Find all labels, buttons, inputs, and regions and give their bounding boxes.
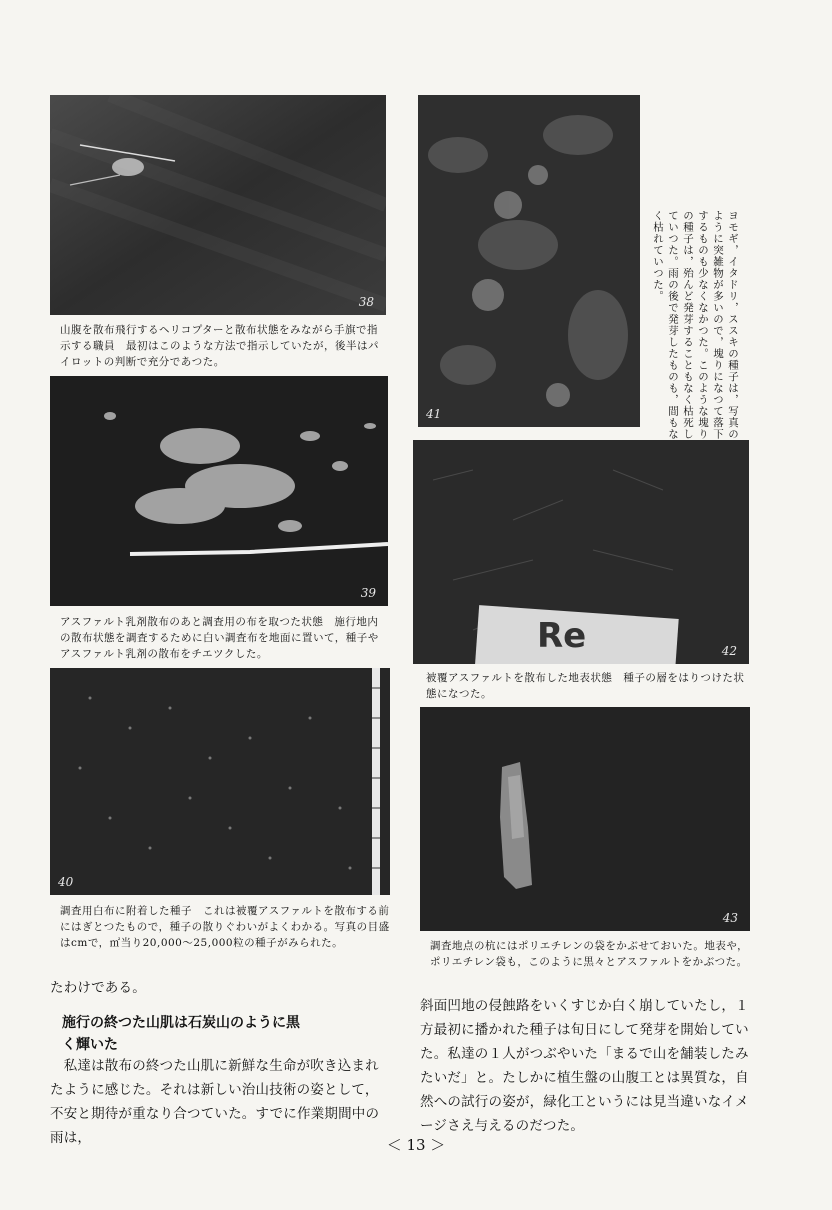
seed-clumps-photo-image — [418, 95, 640, 427]
page-number: ＜ 13 ＞ — [386, 1136, 446, 1154]
seeds-photo-image — [50, 668, 390, 895]
survey-stake-photo-image — [420, 707, 750, 931]
section-heading-line-1: 施行の終つた山肌は石炭山のように黒 — [62, 1015, 300, 1031]
article-right-paragraph: 斜面凹地の侵蝕路をいくすじか白く崩していたし，１方最初に播かれた種子は旬日にして発芽を開始していた。私達の１人がつぶやいた「まるで山を舗装したみたいだ」と。たしかに植生盤の山腹工とは異質な，自然への試行の姿が，緑化工というには見当違いなイメージさえ与えるのだつた。 — [420, 998, 749, 1134]
photo-39-caption: アスファルト乳剤散布のあと調査用の布を取つた状態 施行地内の散布状態を調査するために白い調査布を地面に置いて，種子やアスファルト乳剤の散布をチエツクした。 — [60, 616, 379, 660]
photo-43-survey-stake — [420, 707, 750, 931]
helicopter-photo-image — [50, 95, 386, 315]
photo-39-survey-cloth — [50, 376, 388, 606]
article-left-paragraph: 私達は散布の終つた山肌に新鮮な生命が吹き込まれたように感じた。それは新しい治山技術の姿として，不安と期待が重なり合つていた。すでに作業期間中の雨は， — [50, 1058, 380, 1146]
photo-42-caption: 被覆アスファルトを散布した地表状態 種子の層をはりつけた状態になつた。 — [426, 672, 745, 700]
photo-42-asphalt-surface — [413, 440, 749, 664]
article-left-lead: たわけである。 — [50, 980, 146, 996]
photo-number: 42 — [721, 644, 737, 658]
photo-38-caption: 山腹を散布飛行するヘリコプターと散布状態をみながら手旗で指示する職員 最初はこのような方法で指示していたが，後半はパイロットの判断で充分であつた。 — [60, 324, 379, 368]
photo-40-caption: 調査用白布に附着した種子 これは被覆アスファルトを散布する前にはぎとつたもので，種子の散りぐわいがよくわかる。写真の目盛はcmで，㎡当り20,000〜25,000粒の種子がみられた。 — [60, 905, 390, 949]
photo-43-caption: 調査地点の杭にはポリエチレンの袋をかぶせておいた。地表や，ポリエチレン袋も，このように黒々とアスファルトをかぶつた。 — [430, 940, 749, 968]
photo-number: 43 — [722, 911, 738, 925]
photo-40-seeds-on-cloth — [50, 668, 390, 895]
photo-41-caption: ヨモギ，イタドリ，ススキの種子は，写真のように突雑物が多いので，塊りになつて落下するものも少なくなかつた。このような塊りの種子は，殆んど発芽することもなく枯死していつた。雨の後で発芽したものも，間もなく枯れていつた。 — [652, 210, 739, 440]
photo-number: 38 — [358, 295, 374, 309]
photo-number: 41 — [426, 407, 442, 421]
photo-38-helicopter — [50, 95, 386, 315]
sign-board-text: Re — [537, 616, 587, 656]
photo-41-seed-clumps — [418, 95, 640, 427]
photo-number: 39 — [360, 586, 376, 600]
section-heading-line-2: く輝いた — [62, 1037, 118, 1053]
photo-number: 40 — [58, 875, 74, 889]
survey-cloth-photo-image — [50, 376, 388, 606]
